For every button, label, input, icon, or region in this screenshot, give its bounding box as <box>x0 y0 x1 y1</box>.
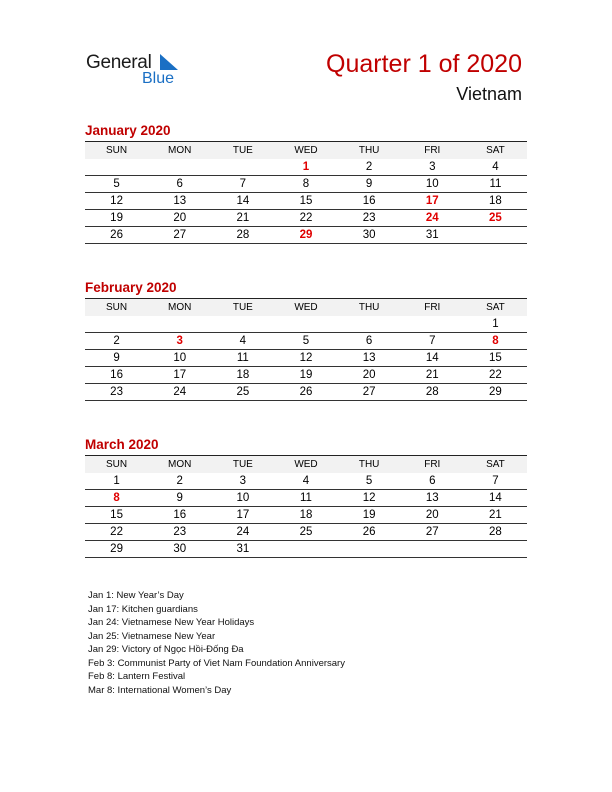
day-cell: 12 <box>85 193 148 210</box>
day-cell: 22 <box>85 524 148 541</box>
day-cell: 13 <box>148 193 211 210</box>
day-cell: 12 <box>274 350 337 367</box>
holiday-item: Jan 1: New Year’s Day <box>88 590 184 601</box>
quarter-title: Quarter 1 of 2020 <box>326 50 522 78</box>
day-cell: 18 <box>464 193 527 210</box>
day-cell: 8 <box>274 176 337 193</box>
day-cell: 26 <box>274 384 337 401</box>
day-cell: 22 <box>464 367 527 384</box>
day-cell: 23 <box>85 384 148 401</box>
day-cell: 3 <box>211 473 274 490</box>
day-cell: 27 <box>338 384 401 401</box>
week-row <box>85 541 527 558</box>
month-title: March 2020 <box>85 437 159 452</box>
day-cell: 6 <box>148 176 211 193</box>
weekday-sat: SAT <box>464 456 527 474</box>
weekday-header-row <box>85 299 527 317</box>
month-february <box>85 278 527 401</box>
day-cell: 10 <box>211 490 274 507</box>
day-cell: 26 <box>85 227 148 244</box>
day-cell: 18 <box>274 507 337 524</box>
empty-day-cell <box>464 227 527 244</box>
day-cell: 23 <box>338 210 401 227</box>
day-cell: 28 <box>464 524 527 541</box>
day-cell: 20 <box>401 507 464 524</box>
week-row <box>85 384 527 401</box>
day-cell: 25 <box>211 384 274 401</box>
weekday-tue: TUE <box>211 142 274 160</box>
month-grid <box>85 455 527 558</box>
weekday-header-row <box>85 142 527 160</box>
empty-day-cell <box>148 316 211 333</box>
day-cell: 20 <box>338 367 401 384</box>
weekday-tue: TUE <box>211 456 274 474</box>
day-cell: 14 <box>401 350 464 367</box>
day-cell: 18 <box>211 367 274 384</box>
weekday-sun: SUN <box>85 142 148 160</box>
holiday-item: Jan 24: Vietnamese New Year Holidays <box>88 617 255 628</box>
day-cell: 1 <box>274 159 337 176</box>
week-row <box>85 473 527 490</box>
month-title: February 2020 <box>85 280 177 295</box>
day-cell: 9 <box>148 490 211 507</box>
week-row <box>85 227 527 244</box>
day-cell: 20 <box>148 210 211 227</box>
day-cell: 25 <box>464 210 527 227</box>
day-cell: 19 <box>85 210 148 227</box>
weekday-thu: THU <box>338 142 401 160</box>
week-row <box>85 490 527 507</box>
month-january <box>85 121 527 244</box>
day-cell: 29 <box>85 541 148 558</box>
holiday-item: Jan 25: Vietnamese New Year <box>88 630 216 642</box>
day-cell: 31 <box>211 541 274 558</box>
day-cell: 3 <box>401 159 464 176</box>
month-grid <box>85 141 527 244</box>
day-cell: 2 <box>85 333 148 350</box>
empty-day-cell <box>85 159 148 176</box>
day-cell: 7 <box>464 473 527 490</box>
day-cell: 2 <box>338 159 401 176</box>
day-cell: 26 <box>338 524 401 541</box>
day-cell: 11 <box>464 176 527 193</box>
week-row <box>85 507 527 524</box>
logo-word-blue: Blue <box>142 70 175 87</box>
weekday-fri: FRI <box>401 299 464 317</box>
weekday-sun: SUN <box>85 456 148 474</box>
day-cell: 23 <box>148 524 211 541</box>
day-cell: 27 <box>401 524 464 541</box>
empty-day-cell <box>148 159 211 176</box>
day-cell: 3 <box>148 333 211 350</box>
empty-day-cell <box>85 316 148 333</box>
week-row <box>85 193 527 210</box>
holiday-item: Mar 8: International Women’s Day <box>88 684 232 696</box>
day-cell: 30 <box>338 227 401 244</box>
day-cell: 30 <box>148 541 211 558</box>
empty-day-cell <box>211 159 274 176</box>
day-cell: 4 <box>211 333 274 350</box>
day-cell: 17 <box>401 193 464 210</box>
logo-word-general: General <box>86 52 152 73</box>
weekday-wed: WED <box>274 142 337 160</box>
weekday-fri: FRI <box>401 142 464 160</box>
day-cell: 17 <box>211 507 274 524</box>
day-cell: 8 <box>85 490 148 507</box>
day-cell: 9 <box>338 176 401 193</box>
day-cell: 17 <box>148 367 211 384</box>
day-cell: 5 <box>338 473 401 490</box>
week-row <box>85 524 527 541</box>
weekday-thu: THU <box>338 456 401 474</box>
weekday-fri: FRI <box>401 456 464 474</box>
day-cell: 5 <box>274 333 337 350</box>
day-cell: 14 <box>464 490 527 507</box>
day-cell: 21 <box>401 367 464 384</box>
day-cell: 9 <box>85 350 148 367</box>
holiday-item: Jan 29: Victory of Ngọc Hồi-Đống Đa <box>88 644 244 655</box>
day-cell: 5 <box>85 176 148 193</box>
day-cell: 19 <box>338 507 401 524</box>
day-cell: 24 <box>148 384 211 401</box>
day-cell: 8 <box>464 333 527 350</box>
day-cell: 1 <box>85 473 148 490</box>
day-cell: 15 <box>274 193 337 210</box>
empty-day-cell <box>338 541 401 558</box>
weekday-sat: SAT <box>464 299 527 317</box>
weekday-sat: SAT <box>464 142 527 160</box>
empty-day-cell <box>401 541 464 558</box>
day-cell: 6 <box>338 333 401 350</box>
day-cell: 2 <box>148 473 211 490</box>
day-cell: 10 <box>148 350 211 367</box>
week-row <box>85 333 527 350</box>
day-cell: 16 <box>85 367 148 384</box>
day-cell: 21 <box>464 507 527 524</box>
day-cell: 10 <box>401 176 464 193</box>
day-cell: 28 <box>401 384 464 401</box>
weekday-mon: MON <box>148 456 211 474</box>
day-cell: 21 <box>211 210 274 227</box>
empty-day-cell <box>464 541 527 558</box>
day-cell: 29 <box>464 384 527 401</box>
day-cell: 27 <box>148 227 211 244</box>
day-cell: 24 <box>211 524 274 541</box>
holiday-item: Feb 8: Lantern Festival <box>88 671 186 682</box>
day-cell: 14 <box>211 193 274 210</box>
day-cell: 19 <box>274 367 337 384</box>
day-cell: 4 <box>464 159 527 176</box>
day-cell: 31 <box>401 227 464 244</box>
day-cell: 11 <box>211 350 274 367</box>
day-cell: 15 <box>85 507 148 524</box>
weekday-mon: MON <box>148 299 211 317</box>
day-cell: 28 <box>211 227 274 244</box>
week-row <box>85 176 527 193</box>
country-name: Vietnam <box>456 84 522 104</box>
day-cell: 15 <box>464 350 527 367</box>
generalblue-logo <box>86 52 196 92</box>
day-cell: 16 <box>148 507 211 524</box>
day-cell: 1 <box>464 316 527 333</box>
empty-day-cell <box>274 541 337 558</box>
weekday-sun: SUN <box>85 299 148 317</box>
day-cell: 24 <box>401 210 464 227</box>
day-cell: 11 <box>274 490 337 507</box>
day-cell: 4 <box>274 473 337 490</box>
week-row <box>85 210 527 227</box>
weekday-wed: WED <box>274 299 337 317</box>
empty-day-cell <box>401 316 464 333</box>
week-row <box>85 350 527 367</box>
day-cell: 16 <box>338 193 401 210</box>
day-cell: 29 <box>274 227 337 244</box>
month-march <box>85 435 527 558</box>
weekday-tue: TUE <box>211 299 274 317</box>
holiday-item: Jan 17: Kitchen guardians <box>88 603 198 615</box>
weekday-header-row <box>85 456 527 474</box>
weekday-thu: THU <box>338 299 401 317</box>
day-cell: 7 <box>401 333 464 350</box>
week-row <box>85 367 527 384</box>
holiday-list <box>88 589 508 697</box>
day-cell: 6 <box>401 473 464 490</box>
day-cell: 13 <box>401 490 464 507</box>
month-grid <box>85 298 527 401</box>
empty-day-cell <box>338 316 401 333</box>
month-title: January 2020 <box>85 123 171 138</box>
day-cell: 12 <box>338 490 401 507</box>
week-row <box>85 159 527 176</box>
weekday-mon: MON <box>148 142 211 160</box>
weekday-wed: WED <box>274 456 337 474</box>
day-cell: 22 <box>274 210 337 227</box>
day-cell: 13 <box>338 350 401 367</box>
day-cell: 7 <box>211 176 274 193</box>
logo-triangle-icon <box>160 54 178 70</box>
empty-day-cell <box>211 316 274 333</box>
holiday-item: Feb 3: Communist Party of Viet Nam Foundation Anniversary <box>88 657 345 669</box>
day-cell: 25 <box>274 524 337 541</box>
empty-day-cell <box>274 316 337 333</box>
week-row <box>85 316 527 333</box>
